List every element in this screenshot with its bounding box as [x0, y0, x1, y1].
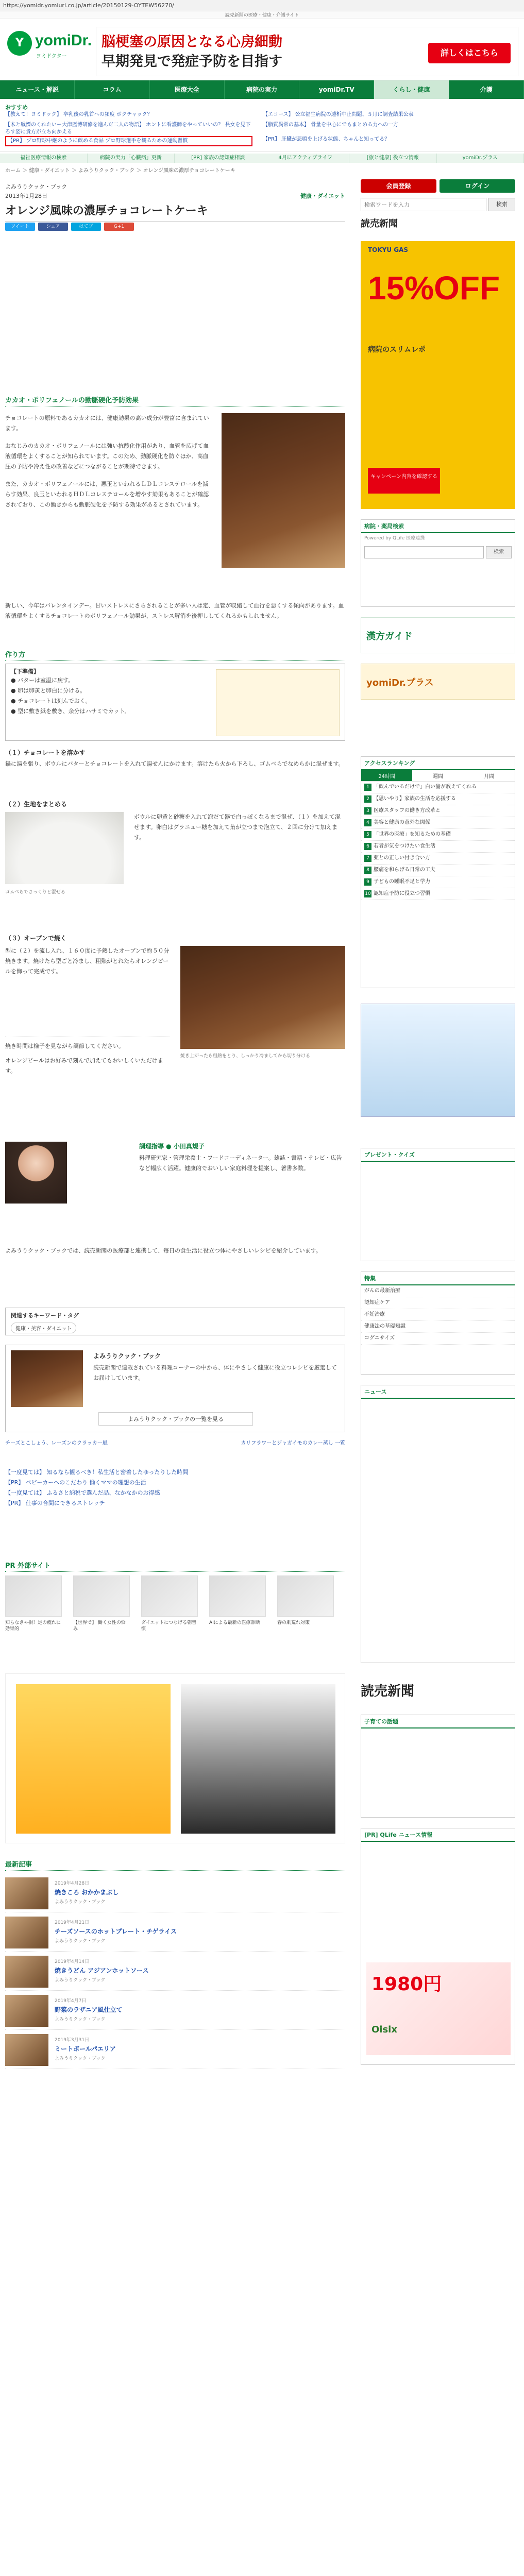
paragraph: また、カカオ・ポリフェノールには、悪玉といわれるＬＤＬコレステロールを減らす効果、良玉といわれるＨＤＬコレステロールを増やす効果もあることが確認されており、この働きからも動脈硬化を予防する効果があるとされています。 — [5, 481, 209, 508]
feature-link[interactable]: 健康法の基礎知識 — [361, 1321, 515, 1333]
subnav-item[interactable]: yomiDr.プラス — [437, 154, 524, 163]
latest-list — [5, 1874, 345, 2070]
paragraph: 新しい、今年はバレンタインデー。甘いストレスにさらされることが多い人は定、血管が収縮して血行を悪くする傾向があります。血液循環をよくするチョコレートのポリフェノール効果が、ストレス解消を後押ししてくれるかもしれません。 — [5, 602, 344, 619]
latest-sub: よみうりクック・ブック — [55, 1939, 106, 1944]
ad-image-left — [16, 1684, 171, 1834]
latest-title[interactable]: ミートボールパエリア — [55, 2045, 116, 2053]
pr-thumb[interactable] — [5, 1575, 62, 1617]
latest-date: 2019年4月21日 — [55, 1920, 90, 1925]
latest-sub: よみうりクック・ブック — [55, 2017, 106, 2022]
pr-thumb[interactable] — [141, 1575, 198, 1617]
latest-title[interactable]: チーズソースのホットプレート・チゲライス — [55, 1928, 177, 1935]
ad-label: 病院のスリムレポ — [368, 346, 426, 354]
sub-nav — [0, 154, 524, 163]
ad-cta-button[interactable]: 詳しくはこちら — [428, 43, 511, 63]
google-share-button[interactable]: G+1 — [104, 223, 134, 231]
share-bar — [5, 223, 134, 231]
latest-date: 2019年4月7日 — [55, 1998, 87, 2004]
latest-title[interactable]: 野菜のラザニア風仕立て — [55, 2006, 123, 2013]
latest-section-title: 最新記事 — [5, 1859, 345, 1871]
keyword-list — [11, 1323, 340, 1333]
logo-text: yomiDr. — [35, 32, 92, 49]
box-powered: Powered by QLife 医療連携 — [364, 536, 425, 541]
qlife-box — [361, 1828, 515, 2065]
box-title: 病院・薬局検索 — [361, 520, 515, 533]
nav-item-encyclopedia[interactable]: 医療大全 — [150, 80, 225, 99]
brand-banner[interactable]: 読売新聞 — [361, 1684, 415, 1699]
how-to-heading: 作り方 — [5, 649, 345, 661]
ad-headline-2: 早期発見で発症予防を目指す — [102, 54, 282, 70]
box-title: 特集 — [361, 1272, 515, 1285]
paragraph: チョコレートの原料であるカカオには、健康効果の高い成分が豊富に含まれています。 — [5, 415, 209, 432]
recommend-link-highlighted[interactable]: 【PR】 プロ野球中継のように飲める食品 プロ野球選手を観るための運動習慣 — [5, 136, 252, 146]
url-text[interactable]: https://yomidr.yomiuri.co.jp/article/20150129-OYTEW56270/ — [3, 2, 174, 9]
series-label[interactable]: よみうりクック・ブック — [5, 183, 67, 190]
box-title: アクセスランキング — [361, 757, 515, 770]
search-input[interactable] — [361, 198, 486, 211]
box-title: ニュース — [361, 1385, 515, 1399]
pr-link[interactable]: 【PR】 仕事の合間にできるストレッチ — [5, 1500, 105, 1506]
ad-headline-1: 脳梗塞の原因となる心房細動 — [102, 34, 282, 50]
login-row — [361, 179, 515, 193]
nav-item-tv[interactable]: yomiDr.TV — [299, 80, 374, 99]
latest-title[interactable]: 焼きころ おかかまぶし — [55, 1889, 119, 1896]
step-2 — [5, 800, 345, 928]
recommend-link[interactable]: 【PR】 肝臓が悲鳴を上げる状態、ちゃんと知ってる？ — [263, 137, 390, 142]
tips-list — [5, 1037, 170, 1114]
ranking-tabs — [361, 770, 515, 782]
latest-sub: よみうりクック・ブック — [55, 1978, 106, 1983]
feature-link[interactable]: がんの最新治療 — [361, 1285, 515, 1297]
author-photo — [5, 1142, 67, 1204]
nav-item-column[interactable]: コラム — [75, 80, 149, 99]
section-heading: カカオ・ポリフェノールの動脈硬化予防効果 — [5, 395, 345, 406]
article-date: 2013年1月28日 — [5, 193, 47, 199]
login-button[interactable]: ログイン — [440, 179, 515, 193]
site-header — [0, 19, 524, 80]
site-logo[interactable] — [7, 29, 90, 60]
ranking-item[interactable]: 2 【思いやり】家族の生活を応援する — [361, 793, 515, 805]
materials-item: ● 卵は卵黄と卵白に分ける。 — [11, 687, 86, 694]
ranking-item[interactable]: 4 美容と健康の意外な関係 — [361, 817, 515, 829]
paragraph: おなじみのカカオ・ポリフェノールには強い抗酸化作用があり、血管を広げて血液循環をよくすることが知られています。このため、動脈硬化を防ぐほか、高血圧の予防や冷え性の改善などにつながることが期待できます。 — [5, 443, 209, 470]
step-text: ボウルに卵黄と砂糖を入れて泡だて器で白っぽくなるまで混ぜ、（１）を加えて混ぜます。卵白はグラニュー糖を加えて角が立つまで泡立て、２回に分けて加えます。 — [134, 814, 341, 841]
facebook-share-button[interactable]: シェア — [38, 223, 68, 231]
hospital-search-row — [364, 546, 512, 558]
breadcrumb[interactable]: ホーム ＞ 健康・ダイエット ＞ よみうりクック・ブック ＞ オレンジ風味の濃厚チョコレートケーキ — [5, 168, 235, 174]
box-title: 子育ての話題 — [361, 1715, 515, 1728]
tab-week[interactable]: 週間 — [432, 774, 443, 779]
latest-date: 2019年3月31日 — [55, 2038, 90, 2043]
hospital-search-input[interactable] — [364, 546, 484, 558]
recommend-link[interactable]: 【脂質異常の基本】 骨量を中心にでもまとめる力への一方 — [263, 122, 399, 128]
pr-thumb-grid — [5, 1575, 345, 1658]
feature-box — [361, 1272, 515, 1375]
latest-sub: よみうりクック・ブック — [55, 1900, 106, 1905]
yomidr-plus-banner[interactable] — [361, 664, 515, 700]
pr-thumb[interactable] — [277, 1575, 334, 1617]
ad-discount: 15%OFF — [368, 269, 500, 307]
site-search — [361, 198, 515, 211]
display-ad-block[interactable] — [5, 1673, 345, 1843]
ad-brand: TOKYU GAS — [368, 246, 409, 253]
ranking-item[interactable]: 7 薬との正しい付き合い方 — [361, 853, 515, 865]
pr-caption[interactable]: 春の肌荒れ対策 — [277, 1620, 310, 1625]
pr-thumb[interactable] — [209, 1575, 266, 1617]
about-series: よみうりクック・ブックでは、読売新聞の医療部と連携して、毎日の食生活に役立つ体にやさしいレシピを紹介しています。 — [5, 1247, 322, 1254]
keyword-box — [5, 1308, 345, 1335]
pr-caption[interactable]: 知らなきゃ損！足の疲れに効果的 — [5, 1620, 61, 1632]
book-box — [5, 1345, 345, 1432]
author-name: 調理指導 ● 小田真規子 — [139, 1143, 205, 1150]
main-column — [5, 179, 345, 2576]
kanpo-banner[interactable] — [361, 617, 515, 653]
twitter-share-button[interactable]: ツイート — [5, 223, 35, 231]
keyword-title: 関連するキーワード・タグ — [11, 1312, 79, 1319]
tab-month[interactable]: 月間 — [484, 774, 495, 779]
pr-section-title: PR 外部サイト — [5, 1560, 345, 1572]
qlife-brand: Oisix — [371, 2024, 397, 2035]
ranking-item[interactable]: 6 若者が気をつけたい食生活 — [361, 841, 515, 853]
list-item[interactable] — [5, 2031, 345, 2069]
feature-link[interactable]: 認知症ケア — [361, 1297, 515, 1309]
recommend-box — [0, 100, 524, 151]
box-title: プレゼント・クイズ — [361, 1148, 515, 1162]
yomidr-plus-title: yomiDr.プラス — [366, 677, 434, 688]
materials-item: ● 型に敷き紙を敷き、余分はハサミでカット。 — [11, 708, 130, 715]
article-category[interactable]: 健康・ダイエット — [300, 193, 345, 199]
materials-title: 【下準備】 — [11, 668, 39, 675]
recommend-link[interactable]: 【エコース】 公立福生病院の透析中止問題、５月に調査結果公表 — [263, 112, 414, 117]
present-box — [361, 1148, 515, 1261]
hatena-share-button[interactable]: はてブ — [71, 223, 101, 231]
pr-caption[interactable]: ダイエットにつなげる朝習慣 — [141, 1620, 197, 1632]
subnav-item[interactable]: 4月にアクティブライフ — [262, 154, 350, 163]
feature-link[interactable]: 不妊治療 — [361, 1309, 515, 1321]
pr-thumb[interactable] — [73, 1575, 130, 1617]
book-title: よみうりクック・ブック — [93, 1352, 161, 1360]
qlife-price: 1980円 — [371, 1974, 442, 1995]
sidebar — [361, 179, 515, 2576]
box-title: [PR] QLife ニュース情報 — [361, 1828, 515, 1842]
subnav-item[interactable]: [旅と健康] 役立つ情報 — [349, 154, 437, 163]
latest-date: 2019年4月28日 — [55, 1881, 90, 1886]
list-item[interactable] — [5, 1992, 345, 2030]
next-article-link[interactable]: カリフラワーとジャガイモのカレー蒸し 一覧 — [241, 1440, 345, 1446]
article-body-top — [5, 413, 211, 510]
site-tagline: 読売新聞の医療・健康・介護サイト — [0, 11, 524, 19]
pr-links — [5, 1467, 345, 1509]
step-3-photo — [180, 946, 345, 1049]
page-title: オレンジ風味の濃厚チョコレートケーキ — [5, 202, 345, 222]
pr-caption[interactable]: 【世界で】 働く女性の悩み — [73, 1620, 126, 1632]
logo-subtext: ヨミドクター — [36, 54, 67, 59]
nav-item-news[interactable]: ニュース・解説 — [0, 80, 75, 99]
latest-title[interactable]: 焼きうどん アジアンホットソース — [55, 1967, 149, 1974]
search-button[interactable]: 検索 — [488, 198, 515, 211]
sidebar-ad[interactable] — [361, 241, 515, 509]
recommend-link[interactable]: 【教えて！ヨミドック】 卒乳後の乳首への頻度 ボクチャック？ — [5, 112, 153, 117]
step-3 — [5, 934, 345, 1119]
prev-article-link[interactable]: チーズとこしょう、レーズンのクラッカー風 — [5, 1440, 108, 1446]
materials-item: ● チョコレートは刻んでおく。 — [11, 698, 91, 704]
prev-next-nav — [5, 1438, 345, 1454]
latest-thumb — [5, 1917, 48, 1948]
step-title: （２）生地をまとめる — [5, 801, 67, 808]
keyword-tag[interactable]: 健康・美容・ダイエット — [11, 1323, 76, 1333]
subnav-item[interactable]: 病院の実力「心臓病」更新 — [88, 154, 175, 163]
hospital-search-button[interactable]: 検索 — [486, 546, 512, 558]
pr-link[interactable]: 【PR】 ベビーカーへのこだわり 働くママの理想の生活 — [5, 1479, 146, 1486]
book-desc: 読売新聞で連載されている料理コーナーの中から、体にやさしく健康に役立つレシピを厳選してお届けしています。 — [93, 1364, 337, 1381]
step-text: 型に（２）を流し入れ、１６０度に予熱したオーブンで約５０分焼きます。焼けたら型ごと冷まし、粗熱がとれたらオレンジピールを飾って完成です。 — [5, 947, 170, 975]
subnav-item[interactable]: [PR] 家族の認知症相談 — [175, 154, 262, 163]
header-ad-banner[interactable] — [96, 27, 518, 76]
feature-link[interactable]: コグニサイズ — [361, 1333, 515, 1345]
browser-url-bar[interactable] — [0, 0, 524, 11]
author-box — [5, 1142, 345, 1224]
subnav-item[interactable]: 福祉医療情報の検索 — [0, 154, 88, 163]
photo-caption: ゴムべらでさっくりと混ぜる — [5, 890, 65, 895]
tab-24h[interactable]: 24時間 — [361, 770, 412, 781]
pr-link[interactable]: 【一度見ては】 知るなら観るべき！私生活と密着したゆったりした時間 — [5, 1469, 189, 1476]
global-nav — [0, 80, 524, 99]
photo-caption: 焼き上がったら粗熱をとり、しっかり冷ましてから切り分ける — [180, 1054, 311, 1059]
materials-box — [5, 664, 345, 741]
hospital-search-box — [361, 519, 515, 607]
step-1 — [5, 748, 345, 769]
life-box — [361, 1715, 515, 1818]
logo-mark-icon: Y — [7, 31, 32, 56]
ranking-item[interactable]: 1 「飲んでいるだけで」白い歯が教えてくれる — [361, 782, 515, 793]
cake-photo — [222, 413, 345, 568]
author-bio: 料理研究家・管理栄養士・フードコーディネーター。雑誌・書籍・テレビ・広告など幅広く活躍。健康的でおいしい家庭料理を提案し、著書多数。 — [139, 1155, 342, 1172]
recommend-link[interactable]: 【木と戦慄のくれたいー大津歴博研修を進んだ二人の物語】 ホントに看護師をやっていいの？ 長女を見下ろす姿に貴方が立ち向かえる — [5, 122, 251, 135]
nav-item-hospital[interactable]: 病院の実力 — [225, 80, 299, 99]
materials-item: ● バターは室温に戻す。 — [11, 677, 74, 684]
ranking-item[interactable]: 10 認知症予防に役立つ習慣 — [361, 888, 515, 900]
nav-item-life[interactable]: くらし・健康 — [374, 80, 449, 99]
tip-item: オレンジピールはお好みで刻んで加えてもおいしくいただけます。 — [5, 1057, 163, 1074]
kanpo-title: 漢方ガイド — [366, 631, 413, 642]
latest-date: 2019年4月14日 — [55, 1959, 90, 1964]
pr-link[interactable]: 【一度見ては】 ふるさと納税で選んだ品、なかなかのお得感 — [5, 1489, 160, 1496]
nav-item-care[interactable]: 介護 — [449, 80, 524, 99]
step-text: 鍋に湯を張り、ボウルにバターとチョコレートを入れて湯せんにかけます。溶けたら火から下ろし、ゴムべらでなめらかに混ぜます。 — [5, 760, 344, 767]
pr-caption[interactable]: AIによる最新の医療診断 — [209, 1620, 260, 1625]
qlife-ad[interactable] — [366, 1962, 511, 2055]
latest-thumb — [5, 1877, 48, 1909]
latest-thumb — [5, 1995, 48, 2027]
latest-thumb — [5, 2034, 48, 2066]
list-item[interactable] — [5, 1913, 345, 1952]
ranking-item[interactable]: 8 腰痛を和らげる日常の工夫 — [361, 865, 515, 876]
ingredients-table — [216, 669, 340, 736]
recommend-title: おすすめ — [5, 104, 28, 111]
latest-thumb — [5, 1956, 48, 1988]
step-2-photo — [5, 812, 124, 884]
access-ranking-box — [361, 756, 515, 988]
step-title: （１）チョコレートを溶かす — [5, 749, 86, 756]
tip-item: 焼き時間は様子を見ながら調節してください。 — [5, 1043, 124, 1049]
list-item[interactable] — [5, 1874, 345, 1912]
latest-sub: よみうりクック・ブック — [55, 2056, 106, 2061]
ad-campaign-button[interactable]: キャンペーン内容を確認する — [368, 468, 440, 494]
list-item[interactable] — [5, 1953, 345, 1991]
ranking-item[interactable]: 5 「世界の医療」を知るための基礎 — [361, 829, 515, 841]
ranking-item[interactable]: 9 子どもの睡眠不足と学力 — [361, 876, 515, 888]
register-button[interactable]: 会員登録 — [361, 179, 436, 193]
ranking-item[interactable]: 3 医療スタッフの働き方改革と — [361, 805, 515, 817]
sidebar-banner-blue[interactable] — [361, 1004, 515, 1117]
brand-label: 読売新聞 — [361, 218, 398, 229]
book-more-button[interactable]: よみうりクック・ブックの一覧を見る — [98, 1412, 253, 1426]
news-box — [361, 1385, 515, 1663]
book-photo — [11, 1350, 83, 1407]
step-title: （３）オーブンで焼く — [5, 935, 66, 942]
ad-image-right — [181, 1684, 335, 1834]
